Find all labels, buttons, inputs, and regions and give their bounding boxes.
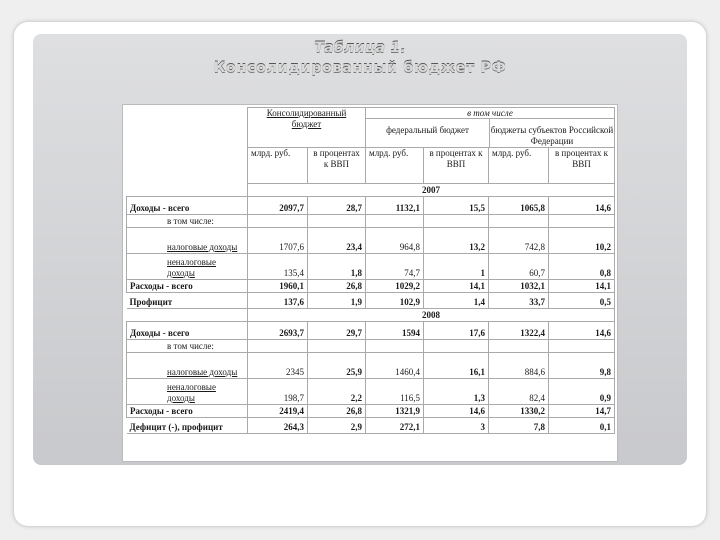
row-value: 23,4: [308, 228, 366, 254]
col-bln-2: млрд. руб.: [366, 148, 424, 184]
row-value: 1707,6: [248, 228, 308, 254]
rows-2008: [127, 322, 615, 434]
header-including: в том числе: [366, 108, 614, 119]
col-bln-1: млрд. руб.: [248, 148, 308, 184]
row-value: 17,6: [424, 322, 489, 340]
row-value: 60,7: [489, 254, 549, 280]
row-value: 116,5: [366, 379, 424, 405]
table-row: [127, 322, 615, 340]
row-value: 1132,1: [366, 197, 424, 215]
row-value: 272,1: [366, 418, 424, 434]
row-value: 2345: [248, 353, 308, 379]
row-value: [308, 215, 366, 228]
slide-title-line1: Таблица 1.: [314, 40, 406, 56]
table-row: [127, 254, 615, 280]
slide-title-line2: Консолидированный бюджет РФ: [213, 60, 507, 76]
row-value: 1321,9: [366, 405, 424, 418]
rows-2007: [127, 197, 615, 309]
col-pct-2: в процентах к ВВП: [424, 148, 489, 184]
row-label: налоговые доходы: [127, 228, 248, 254]
row-value: 2,2: [308, 379, 366, 405]
row-value: [489, 215, 549, 228]
row-value: 9,8: [549, 353, 615, 379]
row-value: 14,6: [549, 322, 615, 340]
header-including-group: [366, 108, 615, 148]
row-value: 15,5: [424, 197, 489, 215]
row-value: 2693,7: [248, 322, 308, 340]
row-value: 1,4: [424, 293, 489, 309]
table-row: [127, 353, 615, 379]
row-value: 2419,4: [248, 405, 308, 418]
row-value: 264,3: [248, 418, 308, 434]
row-value: 25,9: [308, 353, 366, 379]
row-value: 0,1: [549, 418, 615, 434]
row-value: [549, 215, 615, 228]
row-value: 16,1: [424, 353, 489, 379]
row-value: 82,4: [489, 379, 549, 405]
row-value: 74,7: [366, 254, 424, 280]
row-value: 2097,7: [248, 197, 308, 215]
table-row: [127, 215, 615, 228]
col-pct-1: в процентах к ВВП: [308, 148, 366, 184]
row-value: 1,3: [424, 379, 489, 405]
row-value: 1,9: [308, 293, 366, 309]
row-label: Дефицит (-), профицит: [127, 418, 248, 434]
row-value: 3: [424, 418, 489, 434]
header-regional: бюджеты субъектов Российской Федерации: [490, 125, 614, 146]
row-value: [366, 340, 424, 353]
row-value: 14,6: [549, 197, 615, 215]
row-value: 26,8: [308, 280, 366, 293]
row-value: 884,6: [489, 353, 549, 379]
row-value: 1322,4: [489, 322, 549, 340]
row-value: [549, 340, 615, 353]
budget-table: [126, 107, 615, 434]
row-value: [366, 215, 424, 228]
row-value: 198,7: [248, 379, 308, 405]
row-value: 26,8: [308, 405, 366, 418]
row-label: в том числе:: [127, 215, 248, 228]
corner-cell: [127, 108, 248, 148]
row-value: 137,6: [248, 293, 308, 309]
year-header-2008: 2008: [248, 309, 615, 322]
row-label: неналоговые доходы: [127, 254, 248, 280]
row-label: Профицит: [127, 293, 248, 309]
row-value: 1330,2: [489, 405, 549, 418]
row-value: 14,6: [424, 405, 489, 418]
table-row: [127, 197, 615, 215]
row-value: 0,8: [549, 254, 615, 280]
row-label: Расходы - всего: [127, 280, 248, 293]
row-value: 14,1: [549, 280, 615, 293]
row-value: [308, 340, 366, 353]
row-value: [489, 340, 549, 353]
col-pct-3: в процентах к ВВП: [549, 148, 615, 184]
year-header-2007: 2007: [248, 184, 615, 197]
row-label: в том числе:: [127, 340, 248, 353]
row-value: 2,9: [308, 418, 366, 434]
row-value: 1: [424, 254, 489, 280]
row-value: 0,5: [549, 293, 615, 309]
table-row: [127, 405, 615, 418]
table-row: [127, 379, 615, 405]
corner-cell-2: [127, 148, 248, 184]
row-value: 1460,4: [366, 353, 424, 379]
row-value: 1065,8: [489, 197, 549, 215]
row-value: 7,8: [489, 418, 549, 434]
year-spacer: [127, 309, 248, 322]
row-value: 964,8: [366, 228, 424, 254]
row-value: 742,8: [489, 228, 549, 254]
row-value: 1,8: [308, 254, 366, 280]
row-label: налоговые доходы: [127, 353, 248, 379]
row-label: Расходы - всего: [127, 405, 248, 418]
col-bln-3: млрд. руб.: [489, 148, 549, 184]
row-label: неналоговые доходы: [127, 379, 248, 405]
row-value: [248, 340, 308, 353]
row-value: [424, 340, 489, 353]
row-value: 29,7: [308, 322, 366, 340]
row-value: 14,7: [549, 405, 615, 418]
table-row: [127, 340, 615, 353]
table-row: [127, 418, 615, 434]
row-value: 135,4: [248, 254, 308, 280]
table-row: [127, 228, 615, 254]
row-label: Доходы - всего: [127, 197, 248, 215]
header-federal: федеральный бюджет: [366, 119, 490, 147]
row-value: [424, 215, 489, 228]
header-consolidated: Консолидированный бюджет: [248, 108, 366, 148]
table-row: [127, 293, 615, 309]
row-value: 28,7: [308, 197, 366, 215]
row-value: [248, 215, 308, 228]
row-value: 1032,1: [489, 280, 549, 293]
row-value: 0,9: [549, 379, 615, 405]
row-value: 14,1: [424, 280, 489, 293]
row-value: 1029,2: [366, 280, 424, 293]
budget-table-container: [122, 104, 618, 462]
row-value: 1960,1: [248, 280, 308, 293]
table-row: [127, 280, 615, 293]
row-value: 33,7: [489, 293, 549, 309]
row-value: 102,9: [366, 293, 424, 309]
row-value: 1594: [366, 322, 424, 340]
row-label: Доходы - всего: [127, 322, 248, 340]
row-value: 10,2: [549, 228, 615, 254]
row-value: 13,2: [424, 228, 489, 254]
year-spacer: [127, 184, 248, 197]
